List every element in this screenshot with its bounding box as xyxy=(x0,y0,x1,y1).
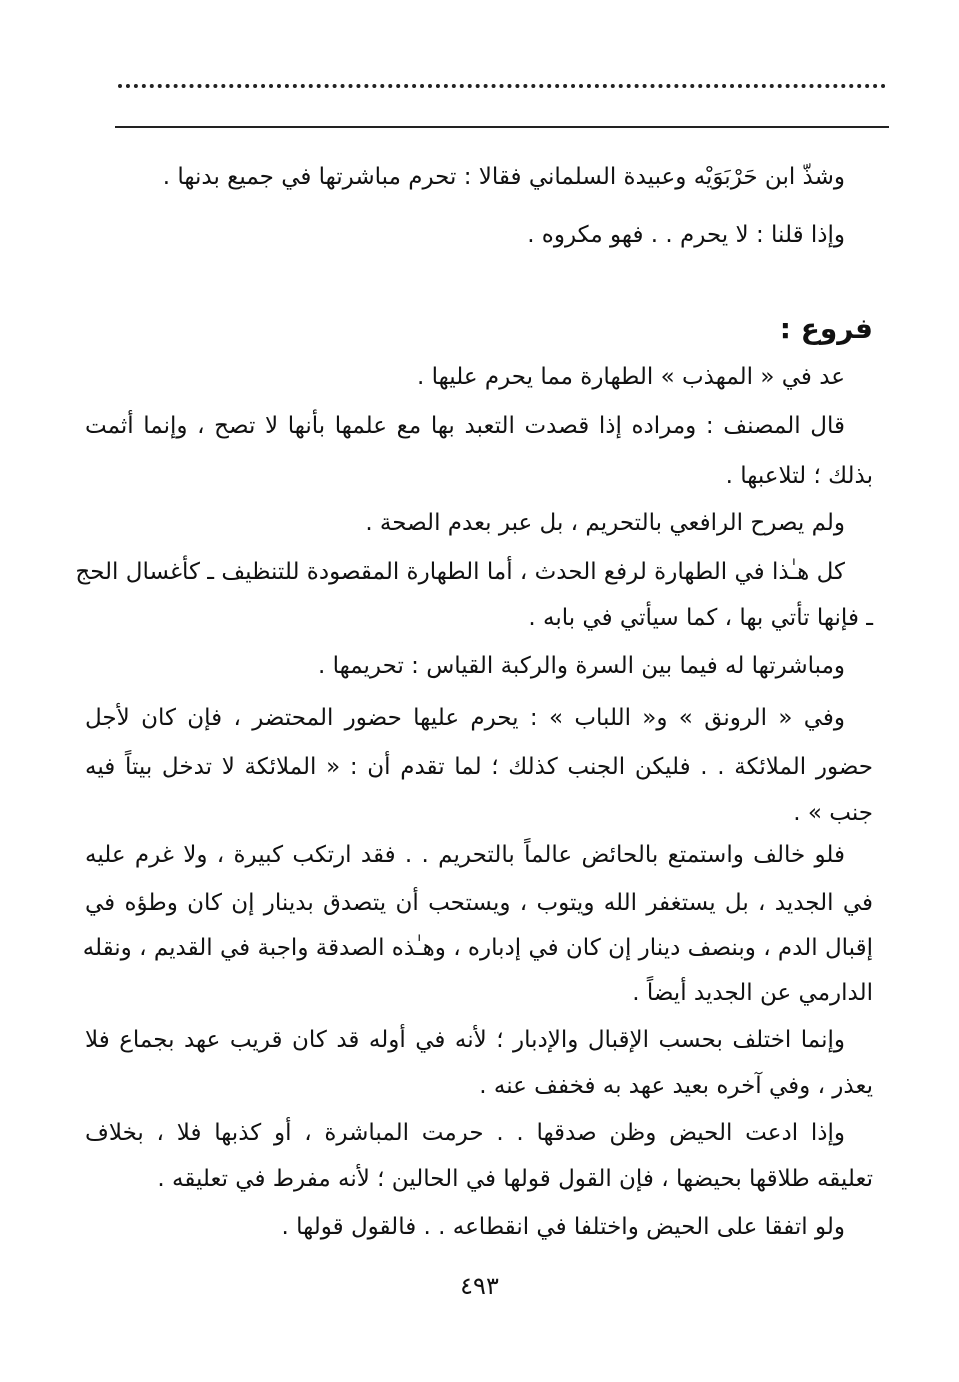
page-number: ٤٩٣ xyxy=(460,1272,499,1300)
text-line: حضور الملائكة . . فليكن الجنب كذلك ؛ لما تقدم أن : « الملائكة لا تدخل بيتاً فيه xyxy=(85,754,873,780)
text-line: وشذّ ابن حَرْبَوَيْه وعبيدة السلماني فقالا : تحرم مباشرتها في جميع بدنها . xyxy=(162,164,845,190)
text-line: في الجديد ، بل يستغفر الله ويتوب ، ويستحب أن يتصدق بدينار إن كان وطؤه في xyxy=(85,890,873,916)
text-line: الدارمي عن الجديد أيضاً . xyxy=(632,980,873,1006)
text-line: وإذا قلنا : لا يحرم . . فهو مكروه . xyxy=(527,222,845,248)
text-line: عد في « المهذب » الطهارة مما يحرم عليها . xyxy=(417,364,845,390)
dotted-separator xyxy=(118,84,886,102)
text-line: كل هـٰذا في الطهارة لرفع الحدث ، أما الطهارة المقصودة للتنظيف ـ كأغسال الحج xyxy=(75,559,845,585)
section-heading: فروع : xyxy=(779,312,873,345)
horizontal-rule xyxy=(115,126,889,128)
text-line: بذلك ؛ لتلاعبها . xyxy=(725,463,873,489)
text-line: وإذا ادعت الحيض وظن صدقها . . حرمت المباشرة ، أو كذبها فلا ، بخلاف xyxy=(85,1120,845,1146)
text-line: ـ فإنها تأتي بها ، كما سيأتي في بابه . xyxy=(528,605,873,631)
text-line: إقبال الدم ، وبنصف دينار إن كان في إدباره ، وهـٰذه الصدقة واجبة في القديم ، ونقله xyxy=(82,935,873,961)
text-line: ولم يصرح الرافعي بالتحريم ، بل عبر بعدم الصحة . xyxy=(365,510,845,536)
text-line: يعذر ، وفي آخره بعيد عهد به فخفف عنه . xyxy=(479,1073,873,1099)
text-line: ولو اتفقا على الحيض واختلفا في انقطاعه . . فالقول قولها . xyxy=(281,1214,845,1240)
text-line: جنب » . xyxy=(793,800,873,826)
text-line: قال المصنف : ومراده إذا قصدت التعبد بها مع علمها بأنها لا تصح ، وإنما أثمت xyxy=(85,413,845,439)
text-line: وفي « الرونق » و« اللباب » : يحرم عليها حضور المحتضر ، فإن كان لأجل xyxy=(85,705,845,731)
text-line: فلو خالف واستمتع بالحائض عالماً بالتحريم . . فقد ارتكب كبيرة ، ولا غرم عليه xyxy=(85,842,845,868)
text-line: وإنما اختلف بحسب الإقبال والإدبار ؛ لأنه في أوله قد كان قريب عهد بجماع فلا xyxy=(85,1027,845,1053)
text-line: تعليقه طلاقها بحيضها ، فإن القول قولها في الحالين ؛ لأنه مفرط في تعليقه . xyxy=(157,1166,873,1192)
text-line: ومباشرتها له فيما بين السرة والركبة القياس : تحريمها . xyxy=(317,653,845,679)
